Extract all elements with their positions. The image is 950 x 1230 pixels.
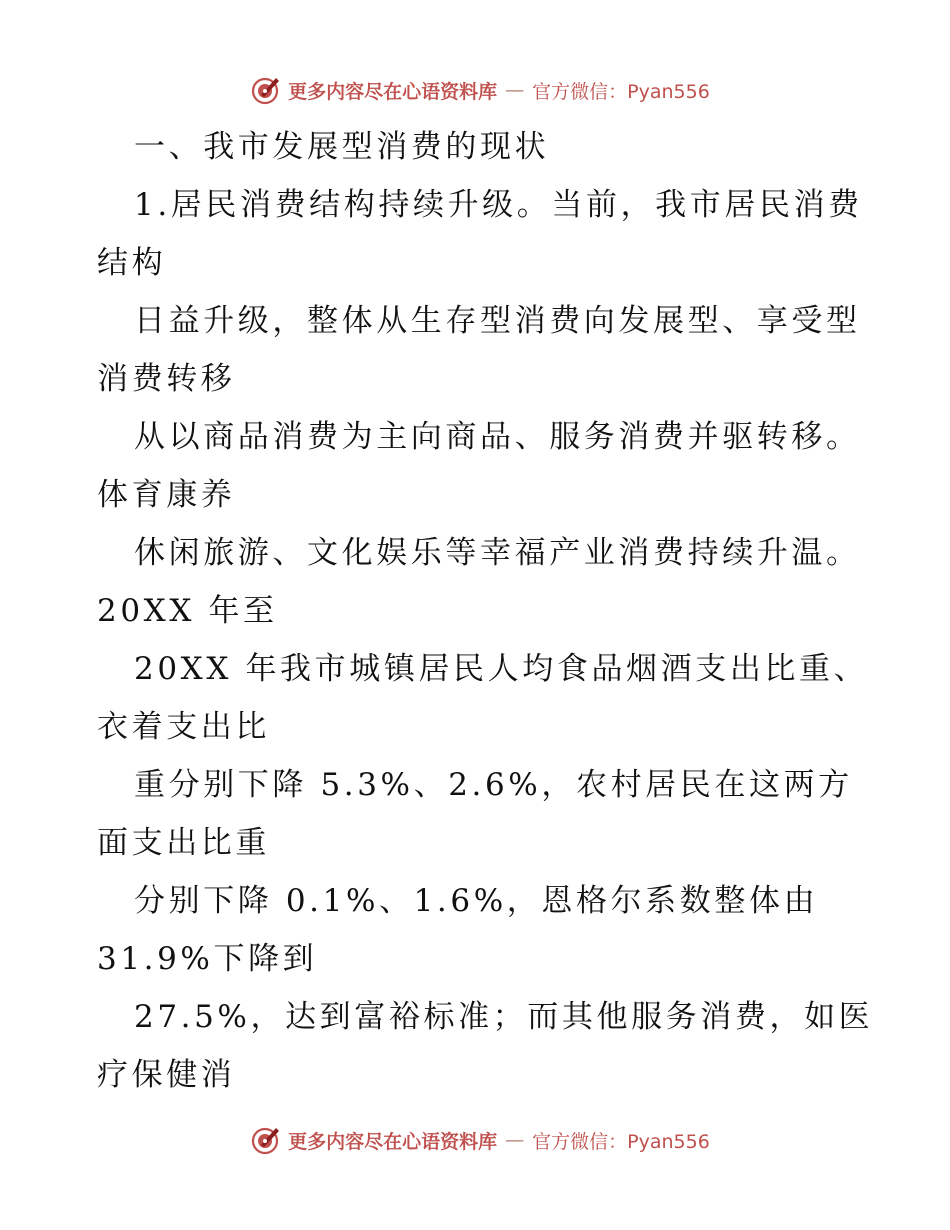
paragraph-line: 重分别下降 5.3%、2.6%，农村居民在这两方 xyxy=(134,767,853,803)
watermark-wechat: 官方微信：Pyan556 xyxy=(532,1130,710,1153)
paragraph-line: 体育康养 xyxy=(97,477,236,513)
pen-seal-logo-icon xyxy=(250,1124,282,1156)
paragraph-line: 从以商品消费为主向商品、服务消费并驱转移。 xyxy=(134,419,861,455)
paragraph-line: 20XX 年至 xyxy=(97,593,278,629)
paragraph-line: 疗保健消 xyxy=(97,1057,236,1093)
paragraph-line: 1.居民消费结构持续升级。当前，我市居民消费 xyxy=(134,187,863,223)
watermark-text: 更多内容尽在心语资料库 xyxy=(288,80,498,103)
paragraph-line: 分别下降 0.1%、1.6%，恩格尔系数整体由 xyxy=(134,883,819,919)
paragraph-line: 面支出比重 xyxy=(97,825,270,861)
paragraph-line: 20XX 年我市城镇居民人均食品烟酒支出比重、 xyxy=(134,651,869,687)
watermark-group xyxy=(240,74,710,106)
footer-watermark xyxy=(0,1120,950,1160)
paragraph-line: 27.5%，达到富裕标准；而其他服务消费，如医 xyxy=(134,999,874,1035)
header-watermark xyxy=(0,70,950,110)
watermark-separator: — xyxy=(505,79,525,101)
paragraph-line: 休闲旅游、文化娱乐等幸福产业消费持续升温。 xyxy=(134,535,861,571)
paragraph-line: 31.9%下降到 xyxy=(97,941,318,977)
paragraph-line: 结构 xyxy=(97,245,167,281)
document-body xyxy=(97,118,874,1104)
paragraph-line: 日益升级，整体从生存型消费向发展型、享受型 xyxy=(134,303,861,339)
paragraph-line: 衣着支出比 xyxy=(97,709,270,745)
watermark-group xyxy=(240,1124,710,1156)
paragraph-line: 消费转移 xyxy=(97,361,236,397)
watermark-wechat: 官方微信：Pyan556 xyxy=(532,80,710,103)
pen-seal-logo-icon xyxy=(250,74,282,106)
watermark-text: 更多内容尽在心语资料库 xyxy=(288,1130,498,1153)
section-heading: 一、我市发展型消费的现状 xyxy=(134,129,550,165)
watermark-separator: — xyxy=(505,1129,525,1151)
